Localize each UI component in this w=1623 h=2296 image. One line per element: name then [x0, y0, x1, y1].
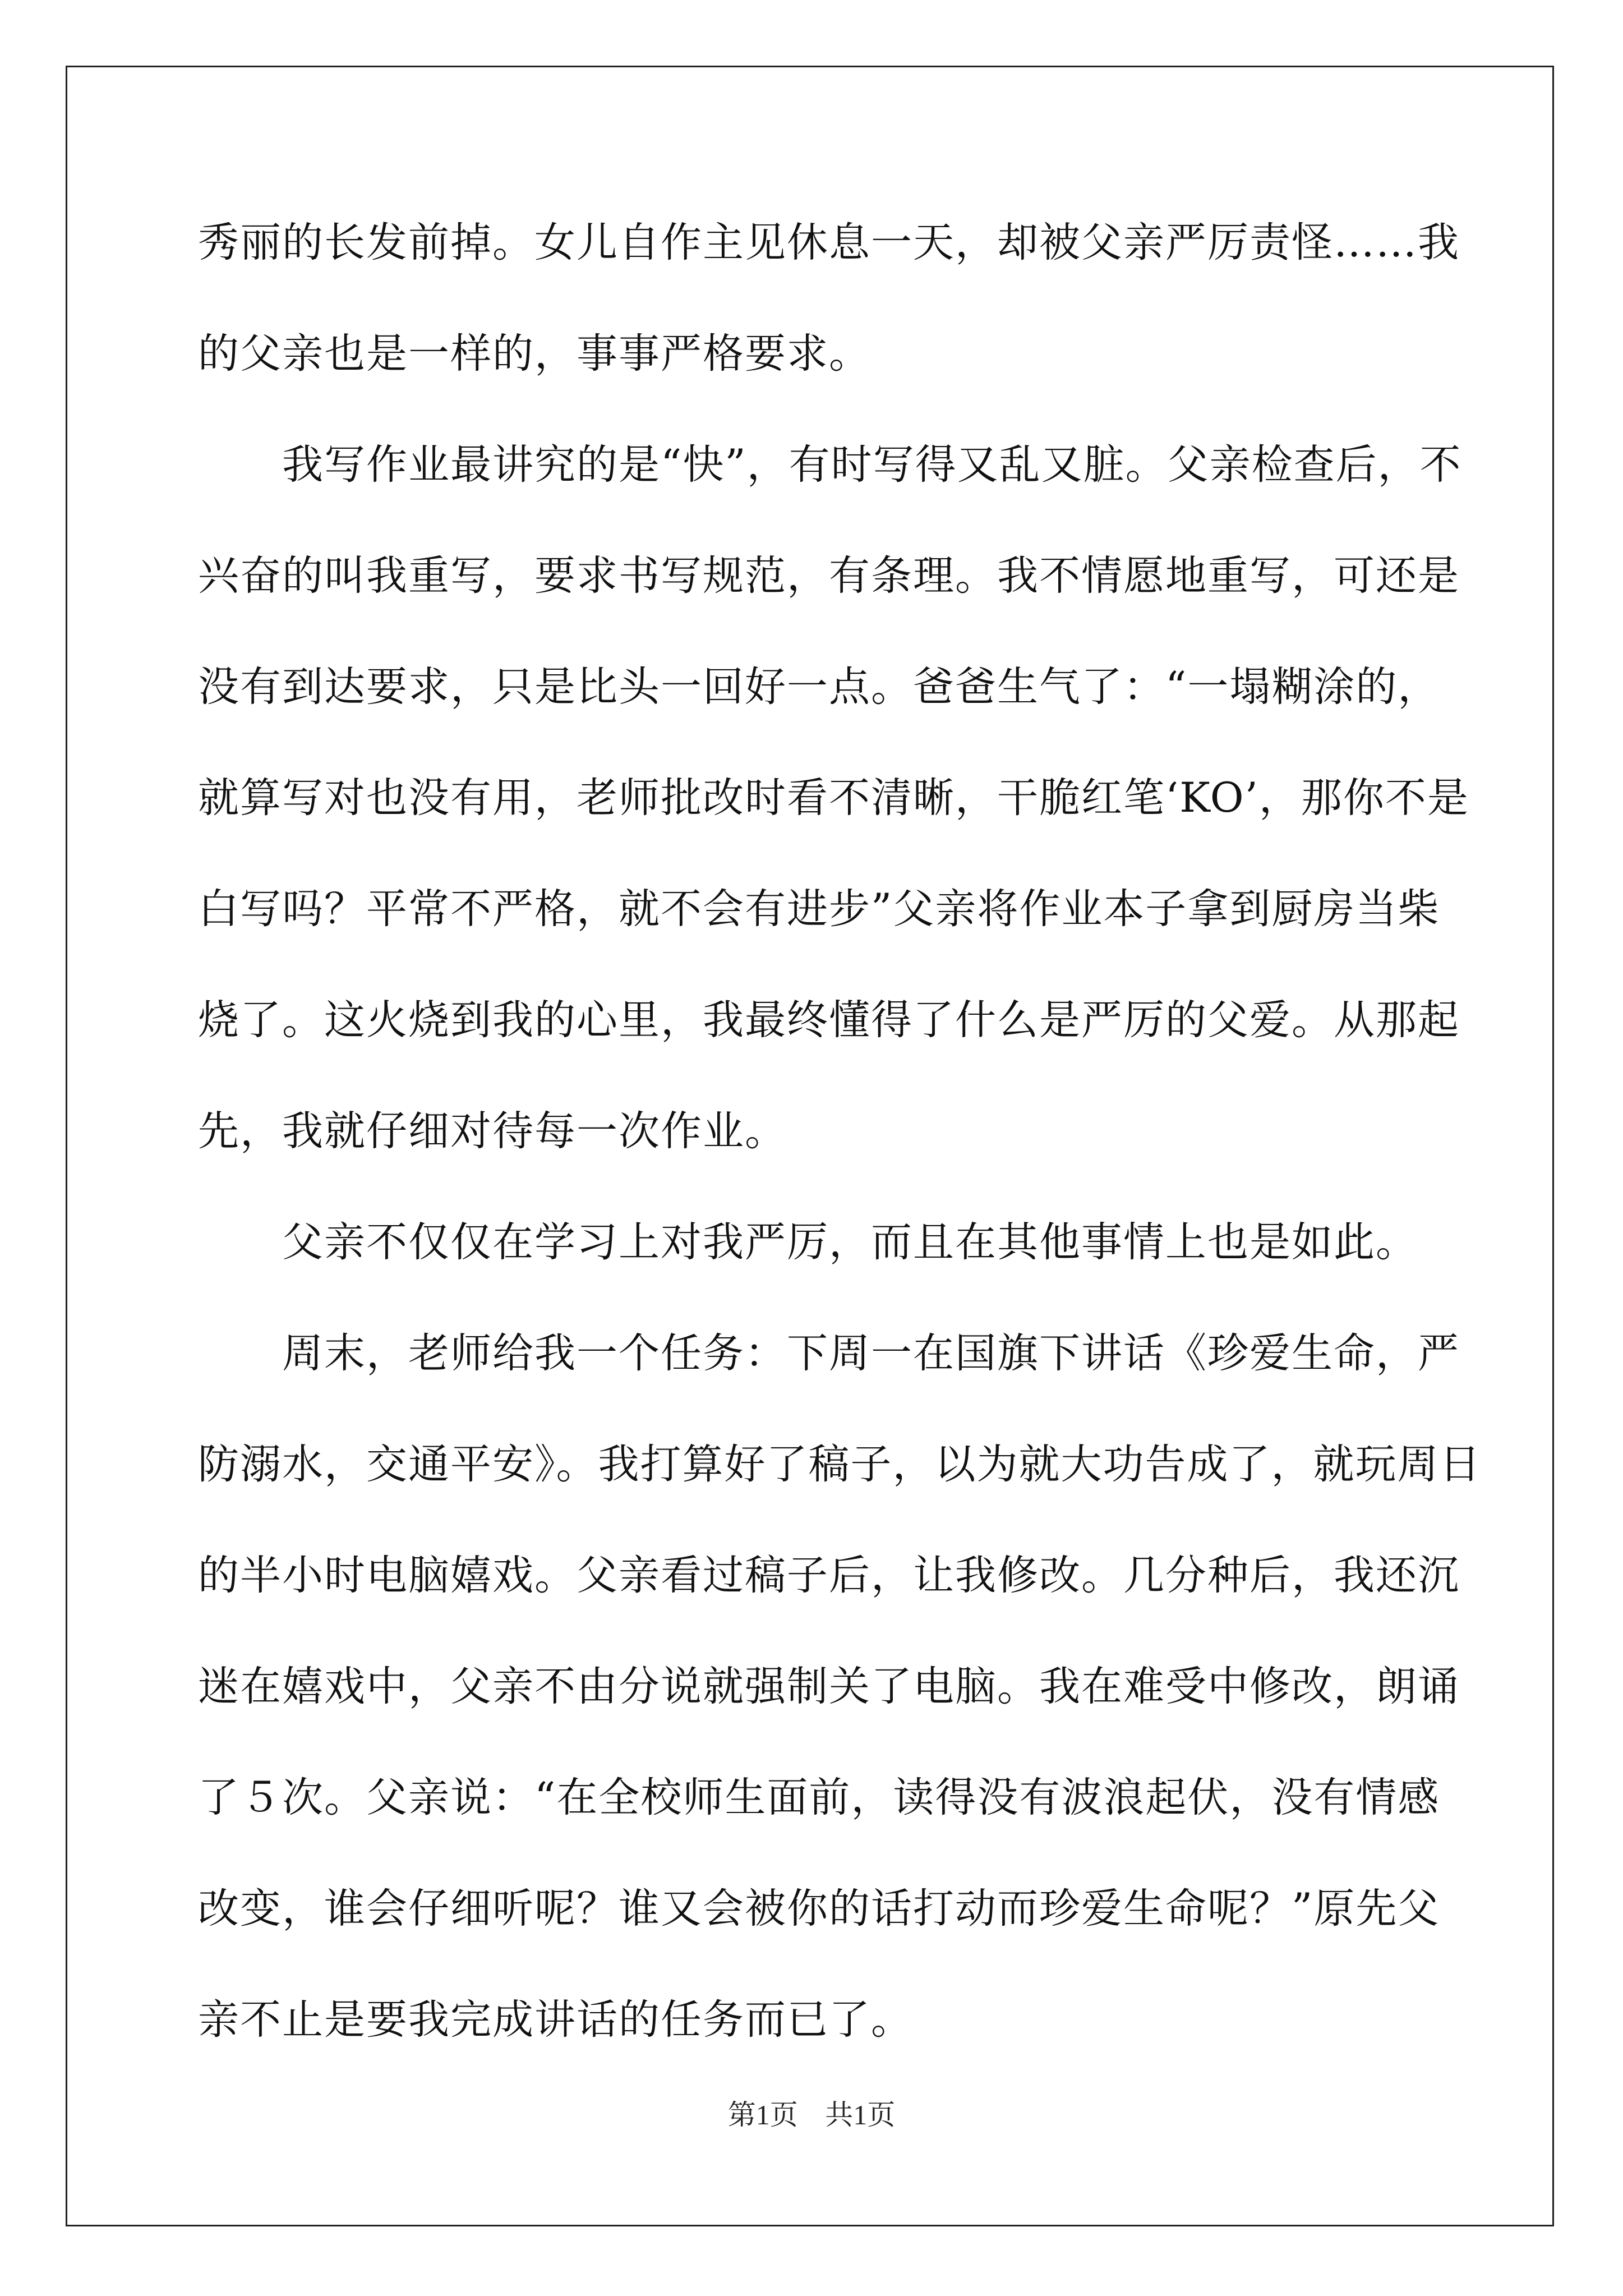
text-line: 烧了。这火烧到我的心里，我最终懂得了什么是严厉的父爱。从那起 — [198, 996, 1460, 1044]
page-number: 第1页 — [727, 2099, 798, 2131]
document-body — [198, 216, 1482, 2104]
text-line: 先，我就仔细对待每一次作业。 — [198, 1107, 787, 1155]
paragraph-start-line: 父亲不仅仅在学习上对我严厉，而且在其他事情上也是如此。 — [282, 1218, 1418, 1266]
paragraph-start-line: 我写作业最讲究的是“快”，有时写得又乱又脏。父亲检查后，不 — [282, 441, 1462, 489]
text-line: 的父亲也是一样的，事事严格要求。 — [198, 330, 871, 378]
page-footer — [0, 2092, 1623, 2133]
paragraph-start-line: 周末，老师给我一个任务：下周一在国旗下讲话《珍爱生命，严 — [282, 1329, 1460, 1377]
text-line: 迷在嬉戏中，父亲不由分说就强制关了电脑。我在难受中修改，朗诵 — [198, 1663, 1460, 1710]
text-line: 亲不止是要我完成讲话的任务而已了。 — [198, 1996, 913, 2044]
text-line: 没有到达要求，只是比头一回好一点。爸爸生气了：“一塌糊涂的， — [198, 663, 1440, 711]
text-line: 兴奋的叫我重写，要求书写规范，有条理。我不情愿地重写，可还是 — [198, 552, 1460, 600]
text-line: 防溺水，交通平安》。我打算好了稿子，以为就大功告成了，就玩周日 — [198, 1441, 1482, 1488]
text-line: 秀丽的长发前掉。女儿自作主见休息一天，却被父亲严厉责怪……我 — [198, 219, 1460, 266]
page-total: 共1页 — [825, 2099, 896, 2131]
text-line: 了５次。父亲说：“在全校师生面前，读得没有波浪起伏，没有情感 — [198, 1774, 1440, 1821]
text-line: 改变，谁会仔细听呢？谁又会被你的话打动而珍爱生命呢？”原先父 — [198, 1885, 1440, 1932]
text-line: 的半小时电脑嬉戏。父亲看过稿子后，让我修改。几分种后，我还沉 — [198, 1552, 1460, 1599]
text-line: 就算写对也没有用，老师批改时看不清晰，干脆红笔‘KO’，那你不是 — [198, 774, 1469, 822]
text-line: 白写吗？平常不严格，就不会有进步”父亲将作业本子拿到厨房当柴 — [198, 885, 1440, 933]
